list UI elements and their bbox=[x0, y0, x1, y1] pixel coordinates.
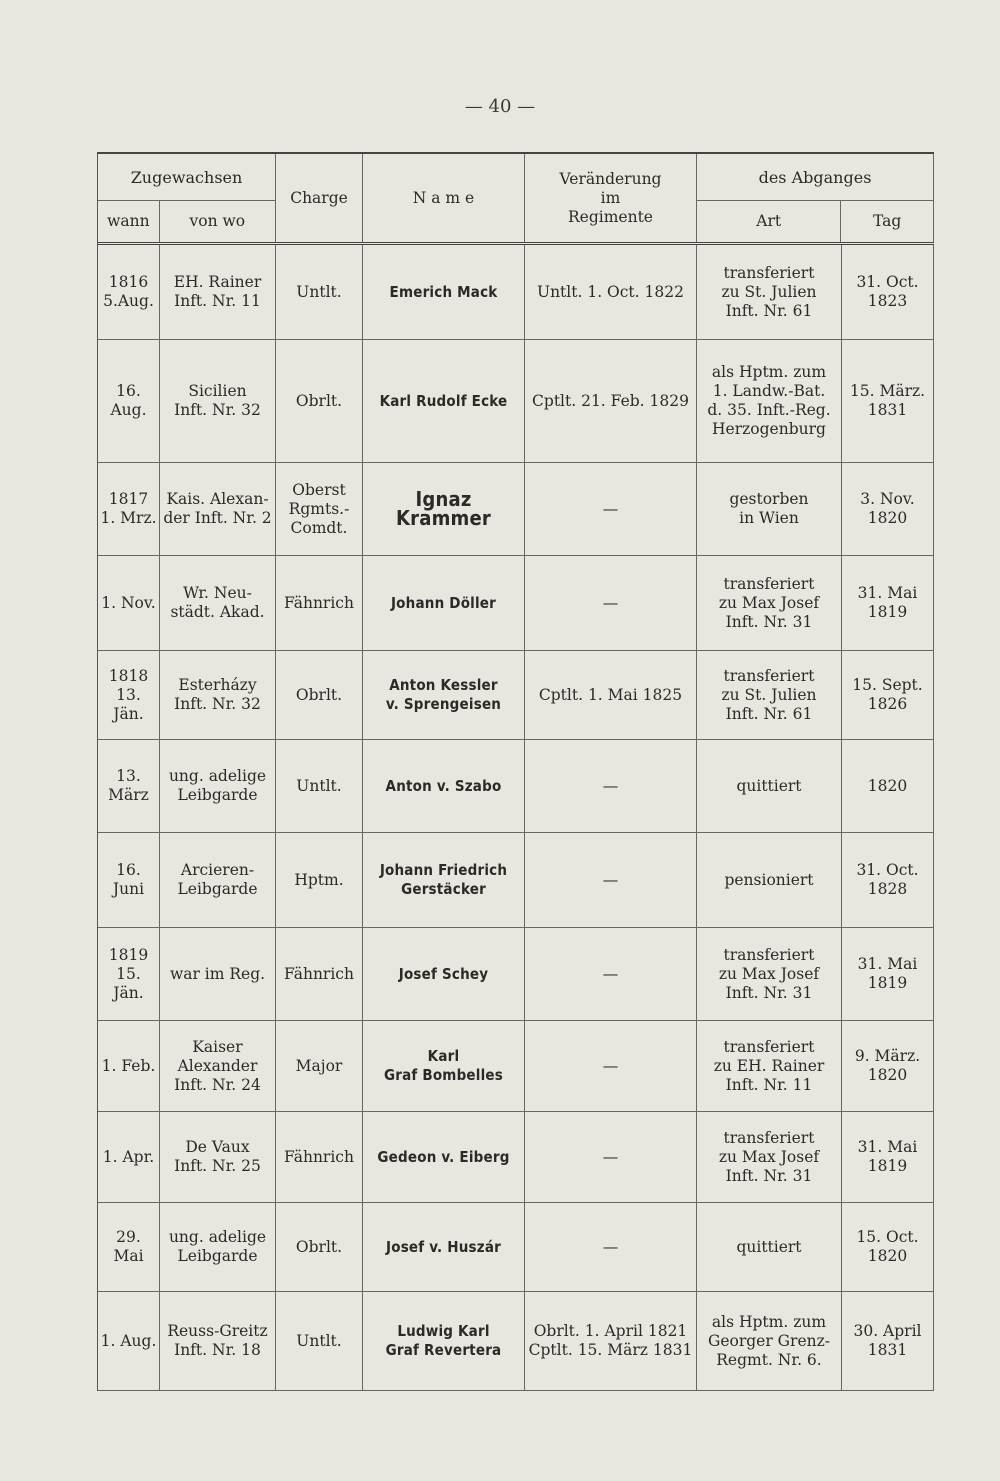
cell-veraenderung: — bbox=[525, 1112, 697, 1202]
cell-art: gestorben in Wien bbox=[697, 463, 842, 555]
table-row bbox=[98, 463, 934, 556]
table-row bbox=[98, 1021, 934, 1112]
cell-tag: 15. März. 1831 bbox=[842, 340, 934, 462]
table-row bbox=[98, 556, 934, 651]
cell-wann: 16. Aug. bbox=[98, 340, 160, 462]
cell-name: Josef v. Huszár bbox=[363, 1203, 525, 1291]
cell-von-wo: ung. adelige Leibgarde bbox=[160, 1203, 276, 1291]
cell-tag: 1820 bbox=[842, 740, 934, 832]
cell-wann: 1817 1. Mrz. bbox=[98, 463, 160, 555]
cell-von-wo: Arcieren- Leibgarde bbox=[160, 833, 276, 927]
cell-veraenderung: Cptlt. 1. Mai 1825 bbox=[525, 651, 697, 739]
header-name: N a m e bbox=[363, 154, 525, 242]
cell-art: quittiert bbox=[697, 1203, 842, 1291]
cell-von-wo: Wr. Neu- städt. Akad. bbox=[160, 556, 276, 650]
cell-von-wo: Reuss-Greitz Inft. Nr. 18 bbox=[160, 1292, 276, 1390]
table-body bbox=[98, 245, 934, 1391]
cell-veraenderung: — bbox=[525, 833, 697, 927]
header-von-wo: von wo bbox=[189, 212, 246, 230]
cell-veraenderung: — bbox=[525, 463, 697, 555]
header-tag: Tag bbox=[873, 212, 902, 230]
table-row bbox=[98, 245, 934, 340]
cell-charge: Hptm. bbox=[276, 833, 363, 927]
cell-tag: 31. Mai 1819 bbox=[842, 1112, 934, 1202]
cell-charge: Untlt. bbox=[276, 740, 363, 832]
cell-art: transferiert zu EH. Rainer Inft. Nr. 11 bbox=[697, 1021, 842, 1111]
cell-von-wo: Esterházy Inft. Nr. 32 bbox=[160, 651, 276, 739]
cell-tag: 30. April 1831 bbox=[842, 1292, 934, 1390]
header-abgang-group bbox=[697, 154, 934, 242]
table-row bbox=[98, 340, 934, 463]
cell-von-wo: Kaiser Alexander Inft. Nr. 24 bbox=[160, 1021, 276, 1111]
cell-art: transferiert zu Max Josef Inft. Nr. 31 bbox=[697, 556, 842, 650]
table-row bbox=[98, 651, 934, 740]
cell-name: Emerich Mack bbox=[363, 245, 525, 339]
page-number: — 40 — bbox=[464, 96, 536, 117]
cell-veraenderung: — bbox=[525, 1203, 697, 1291]
cell-von-wo: Kais. Alexan- der Inft. Nr. 2 bbox=[160, 463, 276, 555]
cell-charge: Obrlt. bbox=[276, 340, 363, 462]
cell-von-wo: ung. adelige Leibgarde bbox=[160, 740, 276, 832]
table-header bbox=[98, 154, 934, 245]
cell-wann: 1816 5.Aug. bbox=[98, 245, 160, 339]
cell-tag: 15. Oct. 1820 bbox=[842, 1203, 934, 1291]
header-abgang: des Abganges bbox=[697, 154, 933, 201]
cell-art: transferiert zu St. Julien Inft. Nr. 61 bbox=[697, 245, 842, 339]
roster-table bbox=[97, 152, 934, 1391]
cell-wann: 1819 15. Jän. bbox=[98, 928, 160, 1020]
cell-von-wo: EH. Rainer Inft. Nr. 11 bbox=[160, 245, 276, 339]
cell-tag: 31. Mai 1819 bbox=[842, 556, 934, 650]
table-row bbox=[98, 833, 934, 928]
table-row bbox=[98, 1112, 934, 1203]
cell-art: quittiert bbox=[697, 740, 842, 832]
cell-name: Johann Döller bbox=[363, 556, 525, 650]
cell-tag: 9. März. 1820 bbox=[842, 1021, 934, 1111]
cell-wann: 1818 13. Jän. bbox=[98, 651, 160, 739]
cell-tag: 31. Oct. 1823 bbox=[842, 245, 934, 339]
table-row bbox=[98, 928, 934, 1021]
cell-name: Johann Friedrich Gerstäcker bbox=[363, 833, 525, 927]
cell-wann: 1. Feb. bbox=[98, 1021, 160, 1111]
cell-von-wo: war im Reg. bbox=[160, 928, 276, 1020]
cell-charge: Untlt. bbox=[276, 245, 363, 339]
cell-name: Josef Schey bbox=[363, 928, 525, 1020]
cell-name: Anton Kessler v. Sprengeisen bbox=[363, 651, 525, 739]
cell-art: pensioniert bbox=[697, 833, 842, 927]
cell-charge: Fähnrich bbox=[276, 928, 363, 1020]
table-row bbox=[98, 1203, 934, 1292]
cell-veraenderung: — bbox=[525, 556, 697, 650]
header-zugewachsen-group bbox=[98, 154, 276, 242]
cell-wann: 29. Mai bbox=[98, 1203, 160, 1291]
cell-wann: 1. Nov. bbox=[98, 556, 160, 650]
cell-tag: 31. Mai 1819 bbox=[842, 928, 934, 1020]
header-veraenderung: Veränderung im Regimente bbox=[525, 154, 697, 242]
cell-wann: 1. Apr. bbox=[98, 1112, 160, 1202]
table-row bbox=[98, 1292, 934, 1391]
cell-veraenderung: — bbox=[525, 1021, 697, 1111]
cell-name: Ludwig Karl Graf Revertera bbox=[363, 1292, 525, 1390]
cell-charge: Major bbox=[276, 1021, 363, 1111]
cell-name: Karl Graf Bombelles bbox=[363, 1021, 525, 1111]
cell-charge: Fähnrich bbox=[276, 556, 363, 650]
cell-tag: 15. Sept. 1826 bbox=[842, 651, 934, 739]
cell-charge: Untlt. bbox=[276, 1292, 363, 1390]
cell-art: transferiert zu Max Josef Inft. Nr. 31 bbox=[697, 1112, 842, 1202]
header-wann: wann bbox=[98, 201, 160, 242]
cell-art: als Hptm. zum Georger Grenz- Regmt. Nr. 6. bbox=[697, 1292, 842, 1390]
cell-charge: Obrlt. bbox=[276, 1203, 363, 1291]
cell-name: Gedeon v. Eiberg bbox=[363, 1112, 525, 1202]
cell-art: transferiert zu Max Josef Inft. Nr. 31 bbox=[697, 928, 842, 1020]
cell-veraenderung: — bbox=[525, 740, 697, 832]
cell-wann: 16. Juni bbox=[98, 833, 160, 927]
cell-veraenderung: Obrlt. 1. April 1821 Cptlt. 15. März 1831 bbox=[525, 1292, 697, 1390]
cell-charge: Oberst Rgmts.- Comdt. bbox=[276, 463, 363, 555]
table-row bbox=[98, 740, 934, 833]
cell-veraenderung: Untlt. 1. Oct. 1822 bbox=[525, 245, 697, 339]
cell-charge: Fähnrich bbox=[276, 1112, 363, 1202]
cell-veraenderung: Cptlt. 21. Feb. 1829 bbox=[525, 340, 697, 462]
cell-charge: Obrlt. bbox=[276, 651, 363, 739]
cell-tag: 31. Oct. 1828 bbox=[842, 833, 934, 927]
cell-art: als Hptm. zum 1. Landw.-Bat. d. 35. Inft.-Reg. Herzogenburg bbox=[697, 340, 842, 462]
cell-art: transferiert zu St. Julien Inft. Nr. 61 bbox=[697, 651, 842, 739]
header-zugewachsen: Zugewachsen bbox=[98, 154, 275, 201]
cell-wann: 1. Aug. bbox=[98, 1292, 160, 1390]
cell-veraenderung: — bbox=[525, 928, 697, 1020]
cell-name: Karl Rudolf Ecke bbox=[363, 340, 525, 462]
header-charge: Charge bbox=[276, 154, 363, 242]
cell-von-wo: De Vaux Inft. Nr. 25 bbox=[160, 1112, 276, 1202]
header-art: Art bbox=[697, 201, 841, 242]
cell-tag: 3. Nov. 1820 bbox=[842, 463, 934, 555]
cell-name: Anton v. Szabo bbox=[363, 740, 525, 832]
cell-wann: 13. März bbox=[98, 740, 160, 832]
cell-von-wo: Sicilien Inft. Nr. 32 bbox=[160, 340, 276, 462]
cell-name: Ignaz Krammer bbox=[363, 463, 525, 555]
